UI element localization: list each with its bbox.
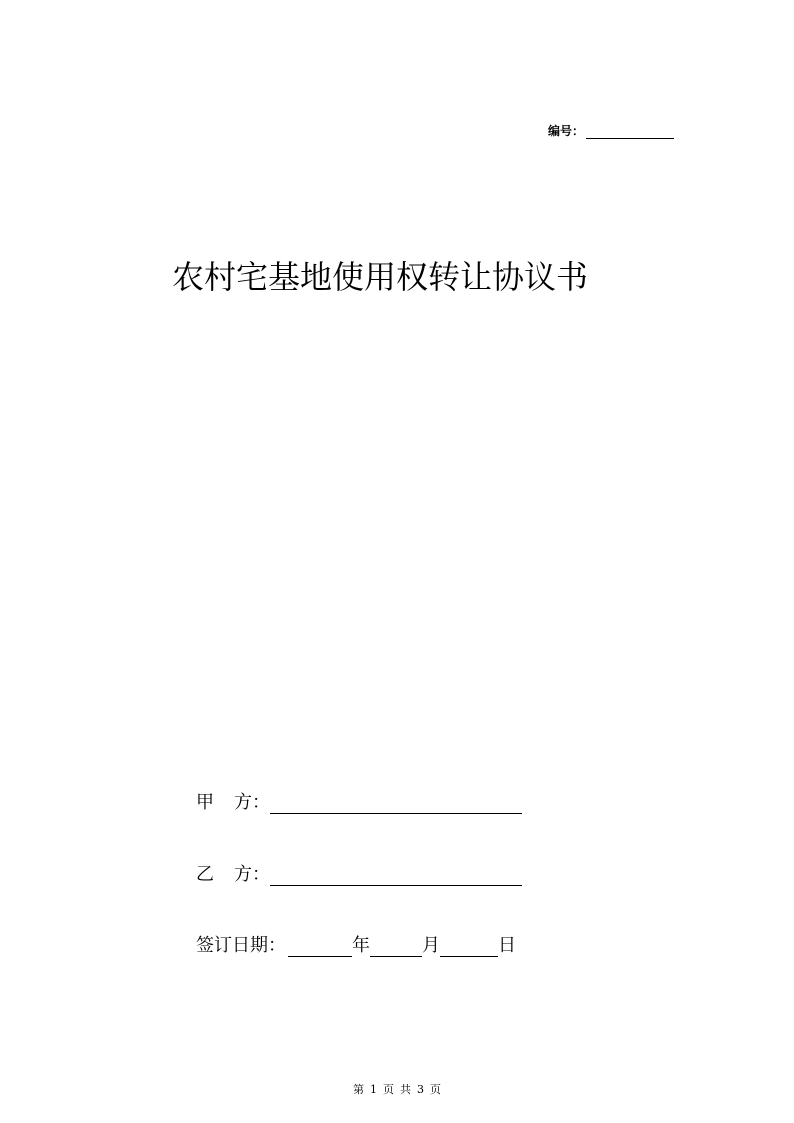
party-b-row bbox=[196, 860, 522, 886]
serial-label: 编号： bbox=[548, 124, 585, 138]
party-b-label-char: 乙 bbox=[196, 864, 214, 885]
serial-blank bbox=[586, 125, 674, 139]
day-label: 日 bbox=[498, 935, 516, 956]
serial-number bbox=[548, 122, 674, 139]
document-title: 农村宅基地使用权转让协议书 bbox=[172, 258, 589, 296]
footer-gong: 共 bbox=[400, 1083, 411, 1096]
party-a-label-char: 甲 bbox=[196, 792, 214, 813]
day-blank bbox=[440, 936, 498, 957]
year-label: 年 bbox=[352, 935, 370, 956]
party-a-row bbox=[196, 788, 522, 814]
footer-di: 第 bbox=[353, 1083, 364, 1096]
signing-date-row bbox=[196, 931, 516, 957]
party-a-label-suffix: 方： bbox=[234, 792, 270, 813]
year-blank bbox=[288, 936, 352, 957]
total-page-number: 3 bbox=[417, 1083, 424, 1096]
current-page-number: 1 bbox=[370, 1083, 377, 1096]
month-label: 月 bbox=[422, 935, 440, 956]
footer-ye-2: 页 bbox=[430, 1083, 441, 1096]
month-blank bbox=[370, 936, 422, 957]
signing-date-label: 签订日期： bbox=[196, 935, 286, 956]
party-b-label-suffix: 方： bbox=[234, 864, 270, 885]
party-b-blank bbox=[270, 865, 522, 886]
party-a-blank bbox=[270, 793, 522, 814]
page-footer bbox=[0, 1081, 794, 1097]
footer-ye: 页 bbox=[383, 1083, 394, 1096]
